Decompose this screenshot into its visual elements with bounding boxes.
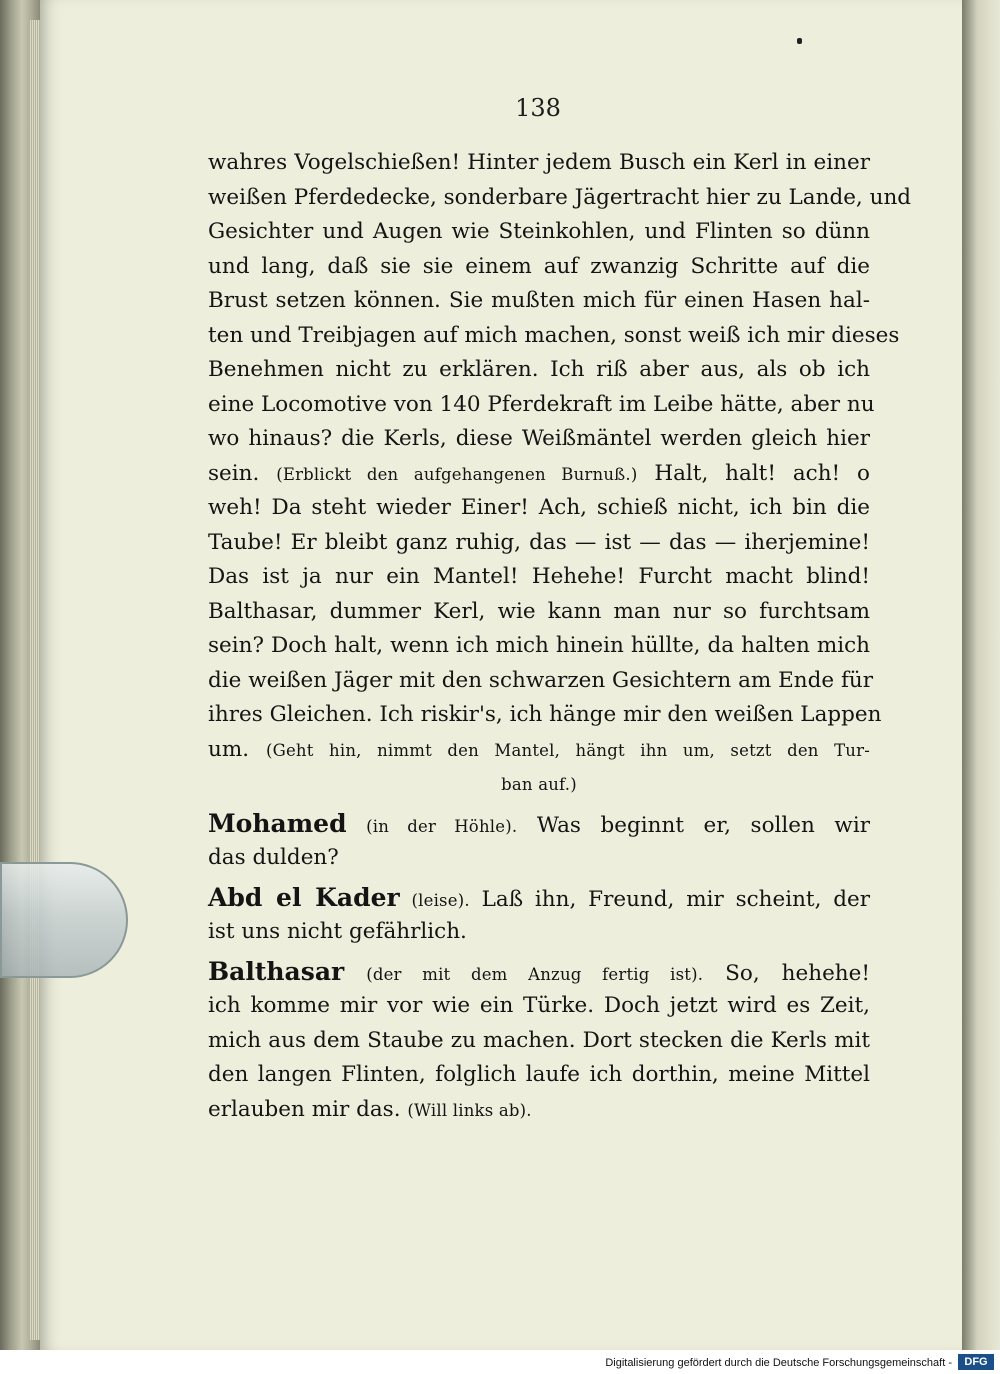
text-fragment: um. bbox=[208, 736, 250, 762]
ink-speck bbox=[797, 38, 802, 44]
page-number: 138 bbox=[515, 94, 561, 122]
text-fragment: sein. bbox=[208, 460, 260, 486]
stage-direction: (Erblickt den aufgehangenen Burnuß.) bbox=[276, 464, 638, 484]
speech-line bbox=[208, 955, 870, 990]
text-line: den langen Flinten, folglich laufe ich dorthin, meine Mittel bbox=[208, 1062, 870, 1087]
stage-direction: (der mit dem Anzug fertig ist). bbox=[366, 964, 704, 984]
text-line: ten und Treibjagen auf mich machen, sonst weiß ich mir dieses bbox=[208, 322, 900, 348]
stage-direction: (Will links ab). bbox=[407, 1100, 532, 1120]
text-fragment: Laß ihn, Freund, mir scheint, der bbox=[481, 886, 871, 912]
page-body bbox=[208, 146, 912, 1127]
text-fragment: So, hehehe! bbox=[725, 960, 870, 986]
speech-line bbox=[208, 807, 870, 842]
text-line: die weißen Jäger mit den schwarzen Gesichtern am Ende für bbox=[208, 667, 874, 693]
stage-direction: (in der Höhle). bbox=[366, 816, 518, 836]
text-fragment: Halt, halt! ach! o bbox=[654, 460, 870, 486]
text-line-with-stage-direction bbox=[208, 733, 870, 768]
page-clip bbox=[0, 862, 128, 978]
speaker-name: Balthasar bbox=[208, 956, 345, 986]
text-line: Gesichter und Augen wie Steinkohlen, und Flinten so dünn bbox=[208, 219, 870, 244]
text-line: Benehmen nicht zu erklären. Ich riß aber aus, als ob ich bbox=[208, 357, 870, 382]
text-line: weißen Pferdedecke, sonderbare Jägertracht hier zu Lande, und bbox=[208, 184, 912, 210]
dfg-logo: DFG bbox=[958, 1354, 994, 1370]
text-line: eine Locomotive von 140 Pferdekraft im Leibe hätte, aber nu bbox=[208, 391, 875, 417]
text-line: Balthasar, dummer Kerl, wie kann man nur so furchtsam bbox=[208, 598, 870, 624]
text-line: wahres Vogelschießen! Hinter jedem Busch ein Kerl in einer bbox=[208, 150, 870, 175]
text-line: ist uns nicht gefährlich. bbox=[208, 919, 467, 944]
digitization-credit: Digitalisierung gefördert durch die Deutsche Forschungsgemeinschaft - bbox=[605, 1357, 952, 1369]
stage-direction: (leise). bbox=[411, 890, 470, 910]
text-line: und lang, daß sie sie einem auf zwanzig Schritte auf die bbox=[208, 253, 870, 279]
text-line: Das ist ja nur ein Mantel! Hehehe! Furcht macht blind! bbox=[208, 564, 870, 589]
text-line: wo hinaus? die Kerls, diese Weißmäntel werden gleich hier bbox=[208, 426, 870, 451]
text-line: ich komme mir vor wie ein Türke. Doch jetzt wird es Zeit, bbox=[208, 993, 870, 1018]
text-line: weh! Da steht wieder Einer! Ach, schieß nicht, ich bin die bbox=[208, 495, 870, 520]
text-line-with-stage-direction bbox=[208, 457, 870, 492]
text-fragment: erlauben mir das. bbox=[208, 1096, 401, 1122]
stage-direction-line bbox=[208, 767, 870, 802]
right-page-edge bbox=[962, 0, 1000, 1350]
text-line: ihres Gleichen. Ich riskir's, ich hänge mir den weißen Lappen bbox=[208, 702, 882, 727]
speech-line bbox=[208, 881, 870, 916]
text-fragment: Was beginnt er, sollen wir bbox=[536, 812, 870, 838]
stage-direction: ban auf.) bbox=[501, 775, 577, 794]
text-line: Taube! Er bleibt ganz ruhig, das — ist — das — iherjemine! bbox=[208, 529, 870, 555]
speaker-name: Mohamed bbox=[208, 808, 347, 838]
stage-direction: (Geht hin, nimmt den Mantel, hängt ihn um, setzt den Tur- bbox=[265, 740, 870, 760]
speech-line bbox=[208, 1093, 870, 1128]
text-line: sein? Doch halt, wenn ich mich hinein hüllte, da halten mich bbox=[208, 633, 870, 658]
text-line: Brust setzen können. Sie mußten mich für einen Hasen hal- bbox=[208, 288, 870, 313]
speaker-name: Abd el Kader bbox=[208, 882, 400, 912]
text-line: mich aus dem Staube zu machen. Dort stecken die Kerls mit bbox=[208, 1027, 870, 1053]
text-line: das dulden? bbox=[208, 845, 339, 870]
